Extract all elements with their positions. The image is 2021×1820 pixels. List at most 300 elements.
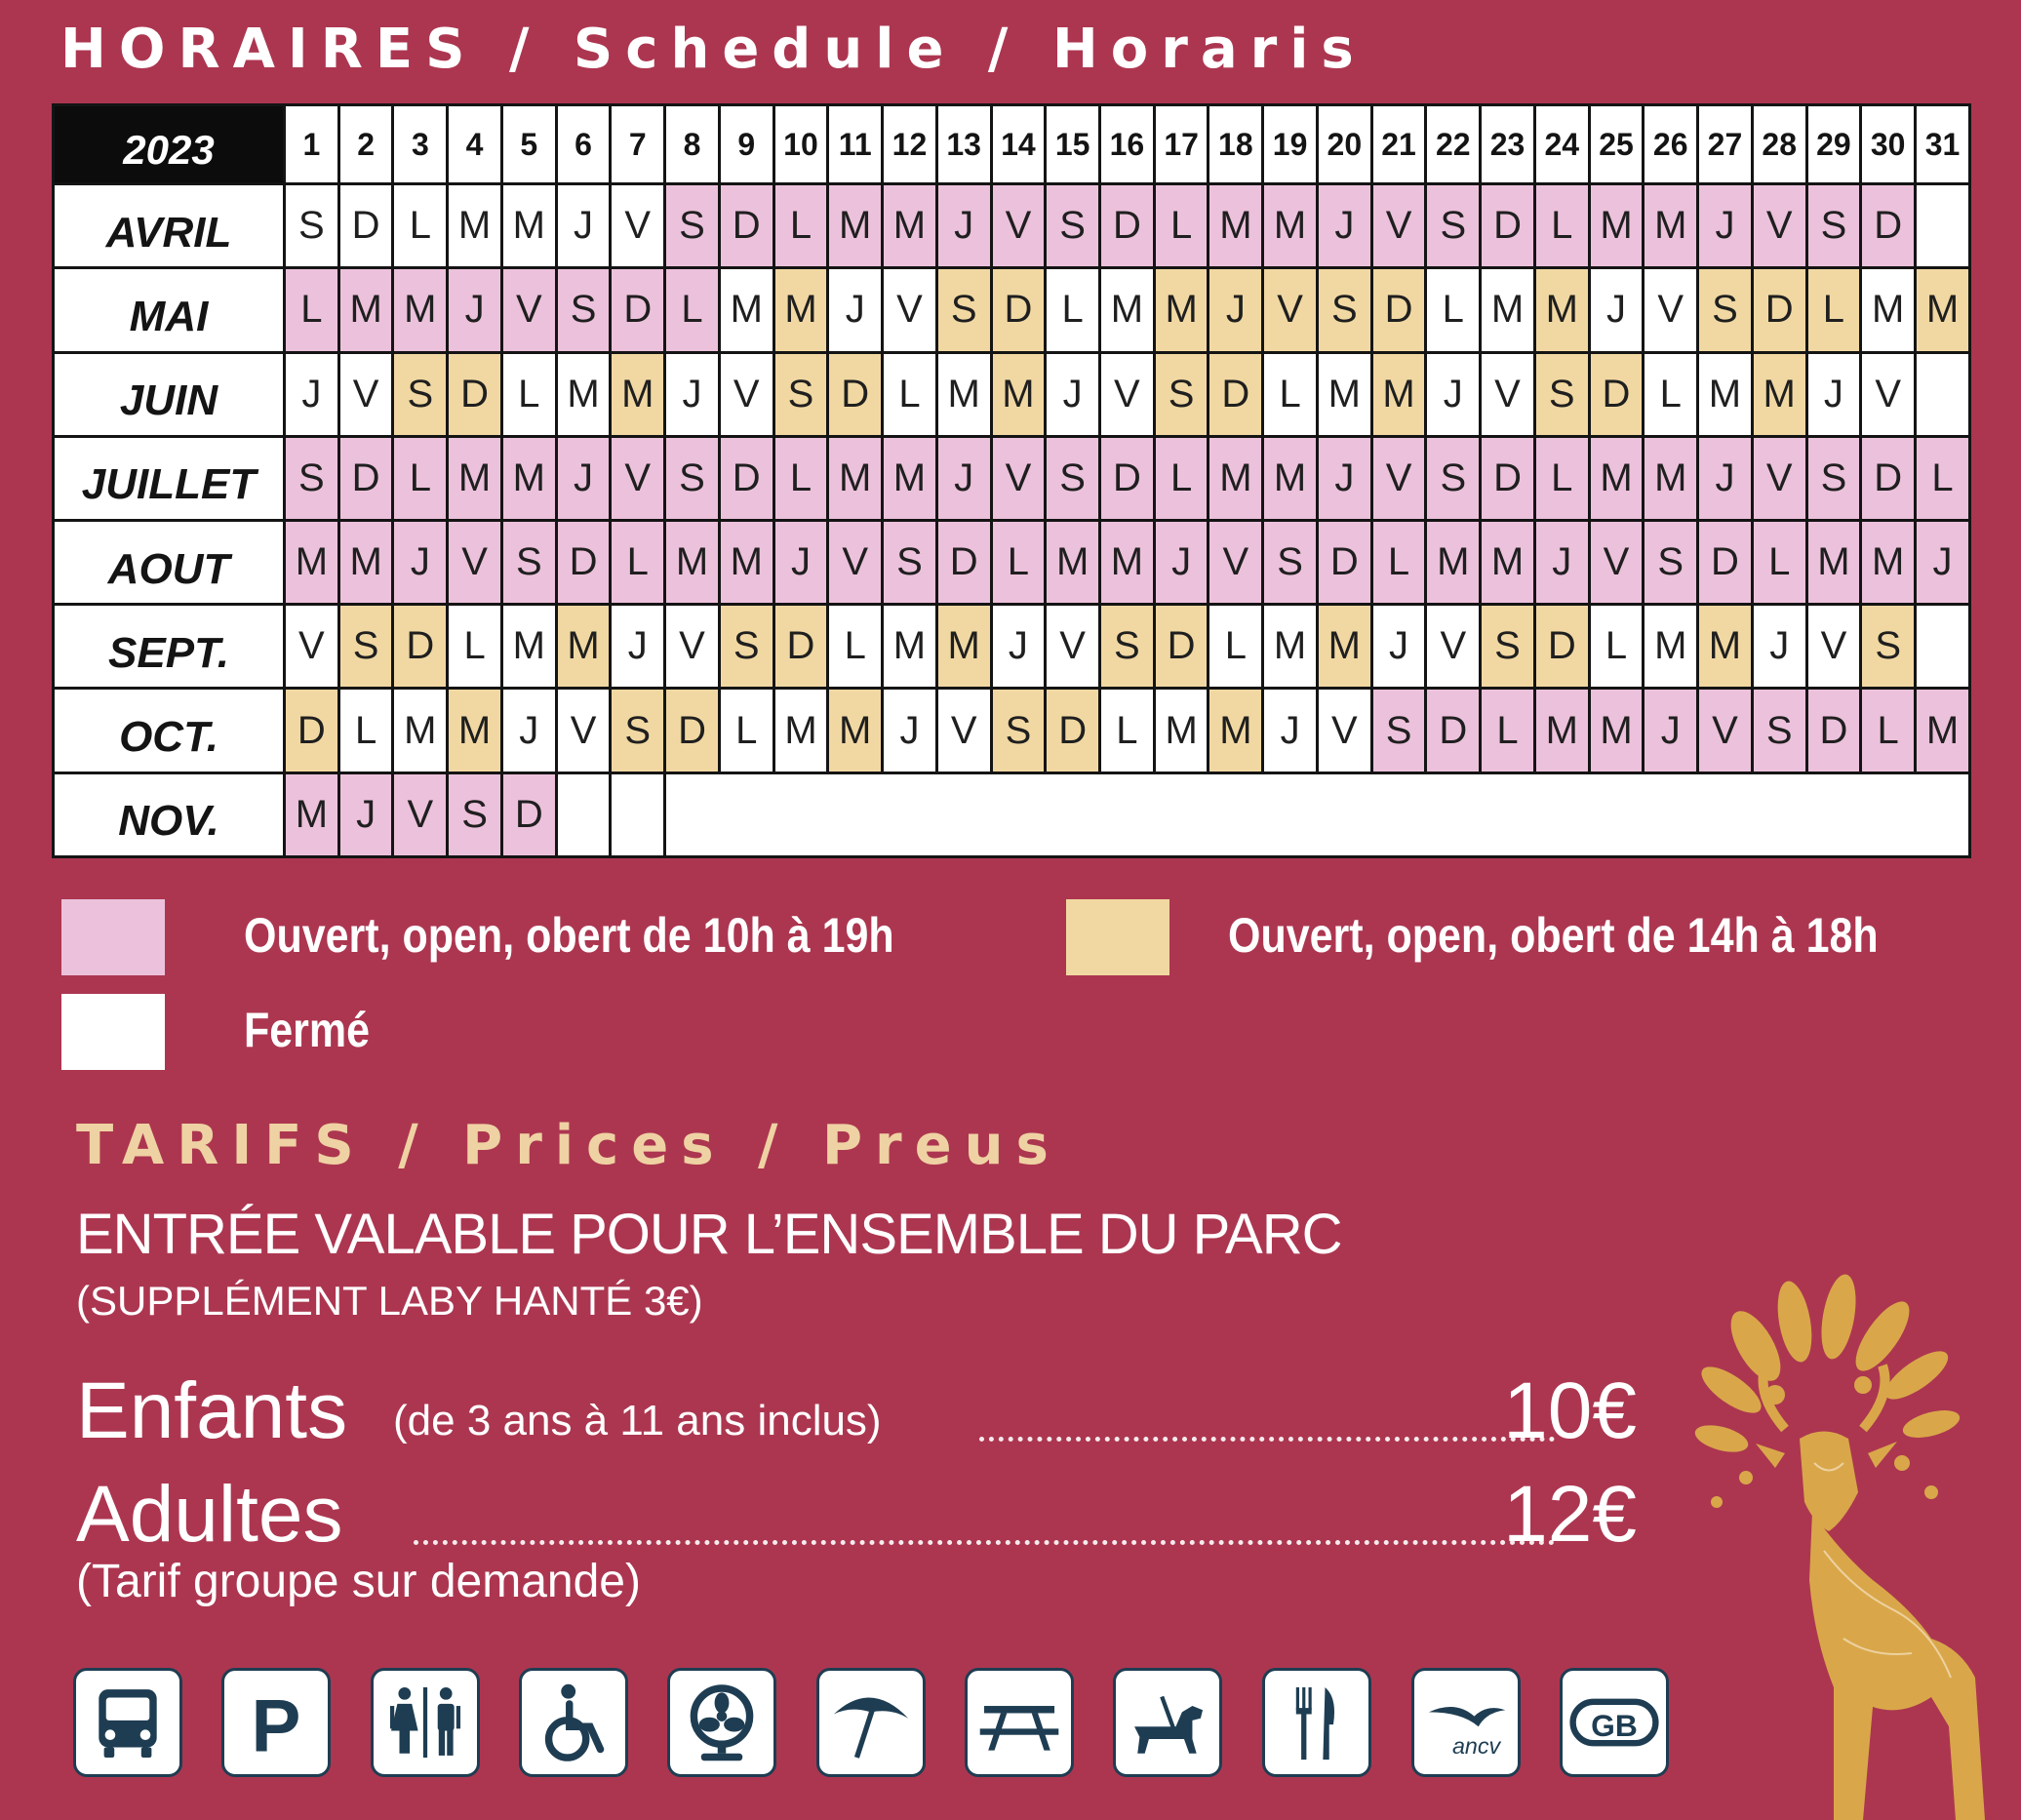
day-cell: S [936,268,991,352]
day-cell [611,772,665,856]
day-cell: V [828,521,883,605]
day-cell: D [1426,689,1481,772]
day-cell: D [1371,268,1426,352]
day-cell [1916,184,1970,268]
legend-beige-swatch [1066,899,1169,975]
legend-white-swatch [61,994,165,1070]
day-cell: L [501,352,556,436]
day-number: 13 [936,105,991,184]
day-cell: J [1752,605,1806,689]
day-cell: J [1698,436,1753,520]
year-cell: 2023 [54,105,285,184]
day-cell: L [719,689,773,772]
children-price: 10€ [1503,1366,1637,1455]
day-cell: M [1644,605,1698,689]
picnic-table-icon [965,1668,1074,1777]
day-cell: S [1806,436,1861,520]
day-cell: L [1861,689,1916,772]
children-dots [979,1437,1555,1442]
day-cell: J [1371,605,1426,689]
day-cell: L [1046,268,1100,352]
day-cell: J [936,436,991,520]
day-cell: J [501,689,556,772]
day-cell: L [393,184,448,268]
day-number: 31 [1916,105,1970,184]
day-cell: M [1534,268,1589,352]
day-cell: D [936,521,991,605]
day-number: 16 [1100,105,1155,184]
day-cell: L [1806,268,1861,352]
month-label: JUIN [54,352,285,436]
day-cell: D [1806,689,1861,772]
schedule-calendar [52,103,1971,858]
legend-pink-label: Ouvert, open, obert de 10h à 19h [244,908,894,963]
day-cell: M [936,605,991,689]
day-cell: D [1209,352,1263,436]
day-cell: S [1426,436,1481,520]
day-cell: M [1806,521,1861,605]
day-cell: L [393,436,448,520]
day-cell: S [1861,605,1916,689]
day-cell: M [1481,521,1535,605]
day-cell: M [448,436,502,520]
day-cell: D [1154,605,1209,689]
day-cell: S [1046,184,1100,268]
day-number: 11 [828,105,883,184]
day-cell: J [773,521,828,605]
day-cell: D [1752,268,1806,352]
day-number: 9 [719,105,773,184]
day-cell: J [1154,521,1209,605]
day-cell: D [1046,689,1100,772]
day-cell: M [828,184,883,268]
day-cell: D [665,689,720,772]
day-cell: V [1100,352,1155,436]
day-cell: L [1589,605,1644,689]
day-cell: L [991,521,1046,605]
day-cell: L [1534,436,1589,520]
day-cell: M [501,436,556,520]
day-number: 23 [1481,105,1535,184]
day-cell: V [556,689,611,772]
day-cell: J [611,605,665,689]
day-cell: M [883,184,937,268]
day-cell: M [665,521,720,605]
day-cell: M [285,772,339,856]
day-cell: D [1698,521,1753,605]
month-row [54,772,1970,856]
day-cell: V [1209,521,1263,605]
day-cell: M [556,605,611,689]
day-number: 4 [448,105,502,184]
day-cell: D [1481,184,1535,268]
day-cell: M [1209,689,1263,772]
day-cell: V [1263,268,1318,352]
day-cell: M [501,605,556,689]
day-cell: D [773,605,828,689]
day-cell: D [719,184,773,268]
day-cell: D [501,772,556,856]
day-cell: D [1100,184,1155,268]
adults-dots [414,1540,1555,1545]
day-cell: J [1046,352,1100,436]
day-cell: M [448,689,502,772]
day-cell: S [285,184,339,268]
day-cell: S [1806,184,1861,268]
day-cell: V [665,605,720,689]
day-number: 1 [285,105,339,184]
day-cell: J [883,689,937,772]
gb-text: GB [1591,1707,1638,1743]
day-number: 14 [991,105,1046,184]
day-cell: M [719,521,773,605]
guide-dog-icon [1113,1668,1222,1777]
day-cell: S [665,184,720,268]
day-cell: M [1589,436,1644,520]
children-label: Enfants [76,1366,348,1455]
day-cell: M [1154,268,1209,352]
month-label: NOV. [54,772,285,856]
month-row [54,436,1970,520]
day-cell: L [1481,689,1535,772]
month-row [54,521,1970,605]
parking-letter: P [251,1684,301,1768]
toilets-icon [371,1668,480,1777]
day-cell: M [1481,268,1535,352]
day-cell: M [719,268,773,352]
day-number: 12 [883,105,937,184]
day-cell: S [611,689,665,772]
day-cell: V [936,689,991,772]
day-cell: V [285,605,339,689]
day-cell: D [1317,521,1371,605]
day-cell: J [1317,436,1371,520]
day-cell: V [1644,268,1698,352]
day-cell: L [1426,268,1481,352]
day-cell: M [936,352,991,436]
day-cell: V [1752,436,1806,520]
day-cell: M [1317,605,1371,689]
day-cell: D [719,436,773,520]
day-cell: L [1371,521,1426,605]
day-cell: M [611,352,665,436]
month-row [54,352,1970,436]
month-row [54,689,1970,772]
day-cell: M [501,184,556,268]
day-cell: M [883,436,937,520]
day-cell: V [1698,689,1753,772]
day-number: 17 [1154,105,1209,184]
day-cell: M [1154,689,1209,772]
day-cell: M [1698,605,1753,689]
day-number: 10 [773,105,828,184]
month-row [54,184,1970,268]
day-cell: J [1916,521,1970,605]
tarifs-title: TARIFS / Prices / Preus [76,1114,1061,1177]
day-cell: V [611,184,665,268]
day-cell: V [1861,352,1916,436]
day-cell: J [828,268,883,352]
day-cell: V [448,521,502,605]
day-cell: J [393,521,448,605]
parking-icon [221,1668,331,1777]
day-cell: V [1752,184,1806,268]
day-cell: S [1263,521,1318,605]
day-number: 30 [1861,105,1916,184]
day-cell: L [1100,689,1155,772]
day-cell: J [1426,352,1481,436]
day-number: 22 [1426,105,1481,184]
day-cell: M [1100,521,1155,605]
ancv-text: ancv [1451,1732,1501,1759]
day-cell: V [883,268,937,352]
group-rate-note: (Tarif groupe sur demande) [76,1556,641,1607]
day-cell: M [1263,605,1318,689]
day-cell: M [1861,268,1916,352]
day-cell: S [1371,689,1426,772]
day-cell: D [991,268,1046,352]
day-cell: M [1534,689,1589,772]
day-cell: S [556,268,611,352]
day-cell: M [393,268,448,352]
day-number: 27 [1698,105,1753,184]
day-cell: V [719,352,773,436]
day-cell: M [338,268,393,352]
day-number: 2 [338,105,393,184]
day-cell: J [1534,521,1589,605]
day-cell: L [1209,605,1263,689]
day-cell: S [393,352,448,436]
day-cell: M [1317,352,1371,436]
day-cell: D [1481,436,1535,520]
day-cell: M [448,184,502,268]
day-number: 19 [1263,105,1318,184]
day-cell: J [991,605,1046,689]
day-number: 21 [1371,105,1426,184]
day-cell: S [501,521,556,605]
day-cell: M [773,268,828,352]
day-cell: L [665,268,720,352]
adults-label: Adultes [76,1470,343,1559]
day-cell: S [1481,605,1535,689]
day-cell: M [556,352,611,436]
day-cell: M [1698,352,1753,436]
day-cell: L [285,268,339,352]
month-label: JUILLET [54,436,285,520]
day-cell: J [1806,352,1861,436]
day-cell: L [1534,184,1589,268]
day-cell: S [448,772,502,856]
day-number: 7 [611,105,665,184]
day-cell: V [393,772,448,856]
day-cell: V [611,436,665,520]
day-cell: D [1861,436,1916,520]
day-cell: V [501,268,556,352]
day-cell: S [1644,521,1698,605]
children-note: (de 3 ans à 11 ans inclus) [393,1397,882,1444]
day-cell: D [338,184,393,268]
month-label: MAI [54,268,285,352]
day-cell: S [773,352,828,436]
day-cell [1916,605,1970,689]
day-number: 5 [501,105,556,184]
day-cell: V [991,184,1046,268]
supplement-text: (SUPPLÉMENT LABY HANTÉ 3€) [76,1278,703,1324]
day-cell: S [1154,352,1209,436]
day-cell: V [1371,436,1426,520]
day-cell: M [393,689,448,772]
day-cell: J [665,352,720,436]
day-cell: M [1046,521,1100,605]
day-cell: M [828,689,883,772]
ancv-icon [1411,1668,1521,1777]
day-cell: M [1916,689,1970,772]
day-cell: M [1263,184,1318,268]
day-cell: D [1861,184,1916,268]
entry-text: ENTRÉE VALABLE POUR L’ENSEMBLE DU PARC [76,1203,1342,1266]
day-cell [1916,352,1970,436]
day-cell: J [556,184,611,268]
day-cell: D [448,352,502,436]
day-cell: S [1752,689,1806,772]
day-cell: L [611,521,665,605]
day-cell: D [393,605,448,689]
day-number: 26 [1644,105,1698,184]
day-cell: L [1154,436,1209,520]
day-cell: S [338,605,393,689]
schedule-title: HORAIRES / Schedule / Horaris [60,18,1367,81]
day-number: 28 [1752,105,1806,184]
day-cell: J [1698,184,1753,268]
day-cell: M [1209,436,1263,520]
month-label: OCT. [54,689,285,772]
day-cell: J [1263,689,1318,772]
restaurant-icon [1262,1668,1371,1777]
day-cell: M [1426,521,1481,605]
day-cell: J [556,436,611,520]
day-cell: S [991,689,1046,772]
wheelchair-icon [519,1668,628,1777]
month-label: SEPT. [54,605,285,689]
day-cell: M [773,689,828,772]
day-cell: J [936,184,991,268]
day-number: 20 [1317,105,1371,184]
day-number: 15 [1046,105,1100,184]
day-cell: S [1100,605,1155,689]
day-cell: M [828,436,883,520]
day-cell: V [1317,689,1371,772]
day-cell: V [1806,605,1861,689]
legend-pink-swatch [61,899,165,975]
day-cell: D [1100,436,1155,520]
day-cell: L [1752,521,1806,605]
day-cell: V [338,352,393,436]
day-cell: L [883,352,937,436]
day-cell: M [1916,268,1970,352]
adults-price: 12€ [1503,1470,1637,1559]
day-cell: S [1046,436,1100,520]
day-cell: M [1100,268,1155,352]
day-cell: M [1644,436,1698,520]
day-cell: D [611,268,665,352]
day-cell: S [719,605,773,689]
month-row [54,268,1970,352]
day-cell: S [665,436,720,520]
day-cell: L [448,605,502,689]
day-cell: D [338,436,393,520]
day-cell: S [1534,352,1589,436]
day-cell: D [1534,605,1589,689]
day-number: 3 [393,105,448,184]
legend-white-label: Fermé [244,1003,371,1057]
day-cell: L [828,605,883,689]
calendar-header-row [54,105,1970,184]
day-number: 6 [556,105,611,184]
day-cell: S [1317,268,1371,352]
day-cell: D [285,689,339,772]
day-cell: S [1426,184,1481,268]
day-cell: M [338,521,393,605]
day-cell: J [285,352,339,436]
day-cell: S [285,436,339,520]
month-label: AVRIL [54,184,285,268]
day-cell: D [1589,352,1644,436]
day-cell [556,772,611,856]
day-cell: M [285,521,339,605]
bus-icon [73,1668,182,1777]
legend-beige-label: Ouvert, open, obert de 14h à 18h [1228,908,1879,963]
day-number: 18 [1209,105,1263,184]
day-cell: M [883,605,937,689]
day-cell: M [991,352,1046,436]
day-cell: S [1698,268,1753,352]
day-cell: L [1154,184,1209,268]
day-cell: J [1209,268,1263,352]
day-cell: D [556,521,611,605]
day-cell: J [1644,689,1698,772]
day-number: 8 [665,105,720,184]
day-number: 25 [1589,105,1644,184]
day-cell: M [1589,184,1644,268]
fan-icon [667,1668,776,1777]
day-cell: J [1589,268,1644,352]
children-price-row [76,1344,1637,1455]
day-cell: J [338,772,393,856]
day-cell: V [1426,605,1481,689]
day-cell: V [1371,184,1426,268]
day-cell: M [1644,184,1698,268]
day-cell: M [1209,184,1263,268]
day-cell: M [1752,352,1806,436]
umbrella-icon [816,1668,926,1777]
month-row [54,605,1970,689]
day-cell: V [1589,521,1644,605]
day-cell: J [1317,184,1371,268]
day-cell: L [773,436,828,520]
day-cell: V [1481,352,1535,436]
day-cell: L [1644,352,1698,436]
day-number: 29 [1806,105,1861,184]
deer-illustration [1639,1268,2021,1820]
day-number: 24 [1534,105,1589,184]
day-cell: V [991,436,1046,520]
day-cell: L [1263,352,1318,436]
adults-price-row [76,1447,1637,1559]
day-cell: L [773,184,828,268]
day-cell: V [1046,605,1100,689]
day-cell: M [1263,436,1318,520]
day-cell: S [883,521,937,605]
